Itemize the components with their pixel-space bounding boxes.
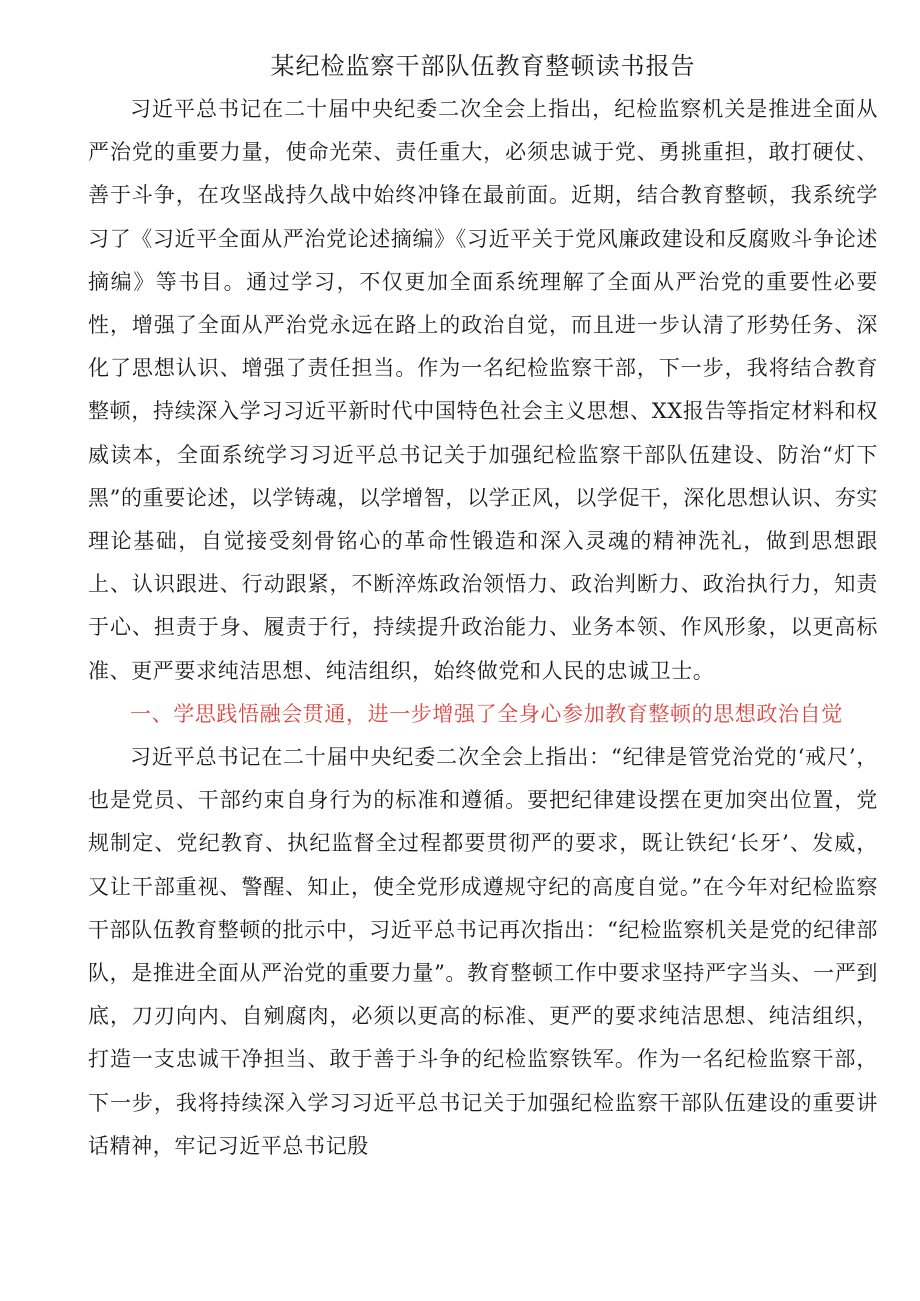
intro-paragraph: 习近平总书记在二十届中央纪委二次全会上指出，纪检监察机关是推进全面从严治党的重要力量，使命光荣、责任重大，必须忠诚于党、勇挑重担，敢打硬仗、善于斗争，在攻坚战持久战中始终冲锋在最前面。近期，结合教育整顿，我系统学习了《习近平全面从严治党论述摘编》《习近平关于党风廉政建设和反腐败斗争论述摘编》等书目。通过学习，不仅更加全面系统理解了全面从严治党的重要性必要性，增强了全面从严治党永远在路上的政治自觉，而且进一步认清了形势任务、深化了思想认识、增强了责任担当。作为一名纪检监察干部，下一步，我将结合教育整顿，持续深入学习习近平新时代中国特色社会主义思想、XX报告等指定材料和权威读本，全面系统学习习近平总书记关于加强纪检监察干部队伍建设、防治“灯下黑”的重要论述，以学铸魂，以学增智，以学正风，以学促干，深化思想认识、夯实理论基础，自觉接受刻骨铭心的革命性锻造和深入灵魂的精神洗礼，做到思想跟上、认识跟进、行动跟紧，不断淬炼政治领悟力、政治判断力、政治执行力，知责于心、担责于身、履责于行，持续提升政治能力、业务本领、作风形象，以更高标准、更严要求纯洁思想、纯洁组织，始终做党和人民的忠诚卫士。 — [88, 97, 878, 683]
document-title: 某纪检监察干部队伍教育整顿读书报告 — [270, 52, 696, 80]
section-heading-1: 一、学思践悟融会贯通，进一步增强了全身心参加教育整顿的思想政治自觉 — [130, 701, 843, 726]
section-1-paragraph: 习近平总书记在二十届中央纪委二次全会上指出：“纪律是管党治党的‘戒尺’，也是党员、干部约束自身行为的标准和遵循。要把纪律建设摆在更加突出位置，党规制定、党纪教育、执纪监督全过程都要贯彻严的要求，既让铁纪‘长牙’、发威，又让干部重视、警醒、知止，使全党形成遵规守纪的高度自觉。”在今年对纪检监察干部队伍教育整顿的批示中，习近平总书记再次指出：“纪检监察机关是党的纪律部队，是推进全面从严治党的重要力量”。教育整顿工作中要求坚持严字当头、一严到底，刀刃向内、自剜腐肉，必须以更高的标准、更严的要求纯洁思想、纯洁组织，打造一支忠诚干净担当、敢于善于斗争的纪检监察铁军。作为一名纪检监察干部，下一步，我将持续深入学习习近平总书记关于加强纪检监察干部队伍建设的重要讲话精神，牢记习近平总书记殷 — [88, 745, 878, 1158]
document-page — [88, 44, 878, 1168]
